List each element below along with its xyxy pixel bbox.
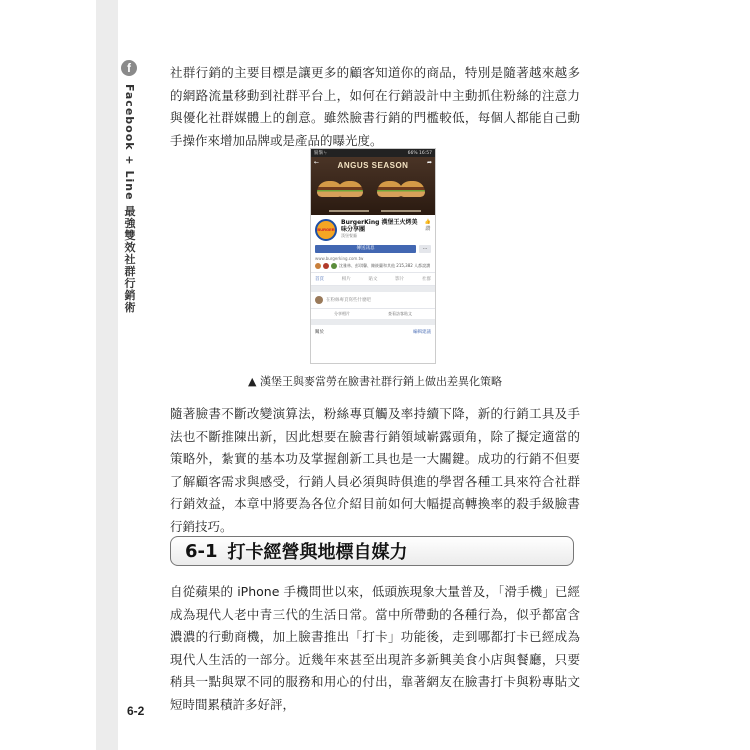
like-label: 讚	[425, 226, 431, 232]
tab-videos: 影片	[395, 277, 405, 282]
share-arrow-icon: ➦	[426, 159, 432, 166]
cover-photo	[311, 157, 435, 215]
friend-avatar	[331, 263, 337, 269]
section-title: 打卡經營與地標自媒力	[227, 542, 408, 563]
page-name: BurgerKing 漢堡王火烤美味分享團	[341, 219, 418, 233]
about-row	[311, 319, 435, 339]
page-profile	[311, 215, 435, 243]
avatar	[315, 296, 323, 304]
post-composer	[311, 292, 435, 308]
section-paragraph: 自從蘋果的 iPhone 手機問世以來，低頭族現象大量普及，「滑手機」已經成為現代人老中青三代的生活日常。當中所帶動的各種行為，似乎都富含濃濃的行動商機，加上臉書推出「打卡」功能後，走到哪都打卡已經成為現代人生活的一部分。近幾年來甚至出現許多新興美食小店與餐廳，只要稍具一點與眾不同的服務和用心的付出，靠著網友在臉書打卡與粉專貼文短時間累積許多好評，	[170, 584, 580, 712]
page-category: 漢堡餐廳	[341, 233, 357, 238]
status-left: 鬍鬚ㄣ	[314, 151, 328, 156]
running-header-title: Facebook + Line 最強雙效社群行銷術	[123, 84, 136, 314]
tab-community: 社群	[422, 277, 431, 282]
figure-caption: ▲ 漢堡王與麥當勞在臉書社群行銷上做出差異化策略	[248, 375, 502, 388]
send-message-button: 傳送訊息	[315, 245, 416, 253]
phone-status-bar	[311, 149, 435, 157]
cover-banner-text: ANGUS SEASON	[337, 161, 409, 170]
thumbs-up-icon: 👍	[424, 219, 431, 225]
about-label: 關於	[315, 330, 324, 335]
burger-image	[399, 181, 425, 197]
facebook-logo-icon: f	[121, 60, 137, 76]
phone-screenshot-figure	[310, 148, 436, 364]
share-photo-button: 分享相片	[334, 311, 350, 316]
friends-like-row	[311, 262, 435, 270]
cover-caption-bar	[381, 210, 421, 212]
edit-suggestion-link: 編輯建議	[413, 330, 431, 335]
page-number: 6-2	[127, 704, 145, 718]
post-placeholder: 在粉絲專頁寫些什麼吧	[326, 298, 371, 303]
friend-avatar	[315, 263, 321, 269]
view-visitor-posts-button: 查看訪客貼文	[388, 311, 412, 316]
like-button	[425, 219, 431, 232]
back-arrow-icon: ←	[314, 159, 320, 166]
burger-image	[337, 181, 363, 197]
section-number: 6-1	[185, 540, 218, 562]
page-url: www.burgerking.com.tw	[315, 256, 364, 261]
status-right: 66% 16:57	[407, 150, 432, 156]
page-tabs	[311, 272, 435, 286]
tab-photos: 相片	[341, 277, 351, 282]
post-actions	[311, 308, 435, 319]
friends-like-text: 沈雅林、彭琪馨、陳筱蘭和其他 215,382 人都說讚	[339, 263, 431, 268]
intro-paragraph: 社群行銷的主要目標是讓更多的顧客知道你的商品，特別是隨著越來越多的網路流量移動到社群平台上，如何在行銷設計中主動抓住粉絲的注意力與優化社群媒體上的創意。雖然臉書行銷的門檻較低，每個人都能自己動手操作來增加品牌或是產品的曝光度。	[170, 65, 580, 148]
tab-home: 首頁	[315, 277, 324, 282]
section-heading	[170, 536, 574, 566]
friend-avatar	[323, 263, 329, 269]
burger-king-logo-icon: BURGER	[315, 219, 337, 241]
tab-posts: 貼文	[368, 277, 378, 282]
more-button: ···	[419, 245, 431, 253]
body-paragraph: 隨著臉書不斷改變演算法，粉絲專頁觸及率持續下降，新的行銷工具及手法也不斷推陳出新，因此想要在臉書行銷領域嶄露頭角，除了擬定適當的策略外，紮實的基本功及掌握創新工具也是一大關鍵。成功的行銷不但要了解顧客需求與感受，行銷人員必須與時俱進的學習各種工具來符合社群行銷效益，本章中將要為各位介紹目前如何大幅提高轉換率的殺手級臉書行銷技巧。	[170, 406, 580, 534]
cover-caption-bar	[329, 210, 369, 212]
